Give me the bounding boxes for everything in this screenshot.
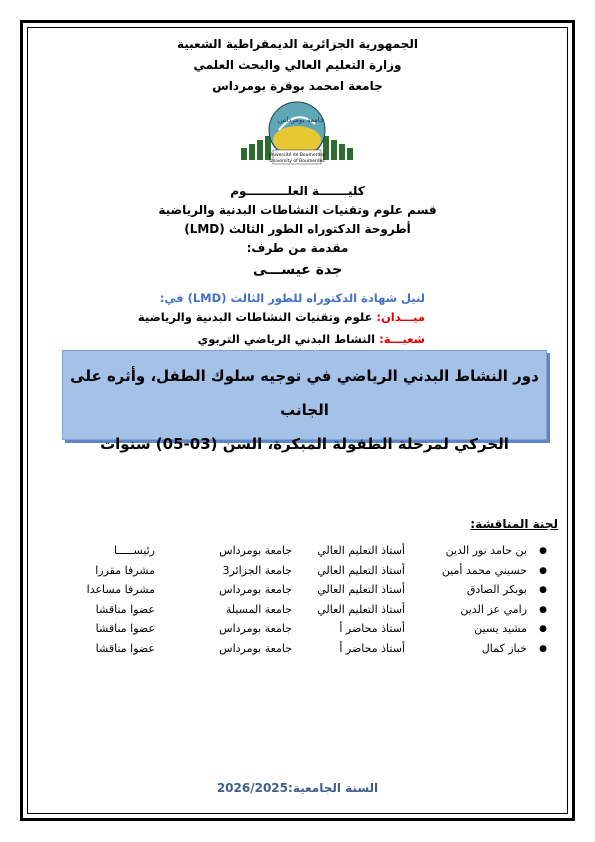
jury-member-role: عضوا مناقشا — [95, 622, 155, 635]
jury-member-university: جامعة المسيلة — [225, 602, 292, 616]
jury-member-grade: أستاذ التعليم العالي — [317, 583, 405, 596]
jury-bullet: ● — [539, 585, 547, 595]
jury-member-grade: أستاذ التعليم العالي — [317, 563, 405, 577]
jury-row — [47, 544, 547, 562]
logo-text-fr1: Université de Boumerdes — [268, 153, 326, 158]
jury-member-grade: أستاذ محاضر أ — [339, 641, 405, 655]
jury-member-role: رئيســـــا — [114, 544, 155, 557]
jury-row — [47, 564, 547, 582]
logo-text-fr2: University of Boumerdes — [269, 159, 325, 164]
academic-year: السنة الجامعية:2026/2025 — [216, 781, 379, 795]
field-line — [138, 310, 425, 324]
thesis-type: أطروحة الدكتوراه الطور الثالث (LMD) — [184, 222, 411, 236]
jury-member-role: مشرفا مقررا — [95, 563, 155, 577]
jury-member-role: عضوا مناقشا — [95, 602, 155, 616]
branch-line — [198, 332, 425, 346]
jury-member-name: بوبكر الصادق — [466, 583, 527, 596]
department-name: قسم علوم وتقنيات النشاطات البدنية والرياضية — [158, 203, 437, 217]
jury-member-grade: أستاذ محاضر أ — [339, 622, 405, 635]
jury-member-name: رامي عز الدين — [460, 602, 527, 616]
thesis-title-box — [62, 350, 547, 453]
ministry-line: وزارة التعليم العالي والبحث العلمي — [193, 58, 402, 72]
jury-member-grade: أستاذ التعليم العالي — [317, 602, 405, 616]
jury-member-name: بن حامد نور الدين — [445, 544, 527, 557]
university-logo — [239, 100, 355, 170]
jury-bullet: ● — [539, 643, 547, 654]
author-name: جدة عيســـى — [252, 262, 343, 278]
branch-value: النشاط البدني الرياضي التربوي — [197, 332, 376, 346]
jury-member-name: حسيني محمد أمين — [441, 563, 527, 577]
jury-bullet: ● — [539, 565, 547, 576]
jury-member-university: جامعة الجزائر3 — [222, 563, 292, 577]
jury-member-grade: أستاذ التعليم العالي — [317, 544, 405, 557]
jury-member-role: عضوا مناقشا — [95, 641, 155, 655]
degree-intro: لنيل شهادة الدكتوراه للطور الثالث (LMD) في: — [159, 291, 425, 305]
jury-heading: لجنة المناقشة: — [470, 517, 558, 531]
jury-bullet: ● — [539, 624, 547, 634]
jury-row — [47, 642, 547, 660]
field-value: علوم وتقنيات النشاطات البدنية والرياضية — [137, 310, 373, 324]
jury-bullet: ● — [539, 546, 547, 556]
jury-member-name: خباز كمال — [481, 641, 527, 655]
jury-row — [47, 583, 547, 601]
jury-member-university: جامعة بومرداس — [219, 583, 292, 596]
jury-member-role: مشرفا مساعدا — [86, 583, 155, 596]
university-line: جامعة امحمد بوقرة بومرداس — [212, 79, 383, 93]
logo-text-ar: جامعة بومرداس — [277, 116, 325, 124]
jury-row — [47, 603, 547, 621]
jury-row — [47, 622, 547, 640]
jury-member-university: جامعة بومرداس — [219, 544, 292, 557]
presented-by: مقدمة من طرف: — [246, 241, 349, 255]
branch-label: شعبـــة: — [379, 332, 425, 346]
thesis-title-line2: الحركي لمرحلة الطفولة المبكرة، السن (03-05) سنوات — [100, 435, 509, 453]
jury-bullet: ● — [539, 604, 547, 615]
jury-member-name: مشيد يسين — [474, 622, 527, 635]
faculty-name: كليـــــــة العلــــــــــوم — [230, 184, 365, 198]
field-label: ميـــدان: — [376, 310, 425, 324]
jury-member-university: جامعة بومرداس — [219, 641, 292, 655]
jury-member-university: جامعة بومرداس — [219, 622, 292, 635]
thesis-title-line1: دور النشاط البدني الرياضي في توجيه سلوك الطفل، وأثره على الجانب — [70, 367, 539, 419]
republic-line: الجمهورية الجزائرية الديمقراطية الشعبية — [176, 37, 419, 51]
